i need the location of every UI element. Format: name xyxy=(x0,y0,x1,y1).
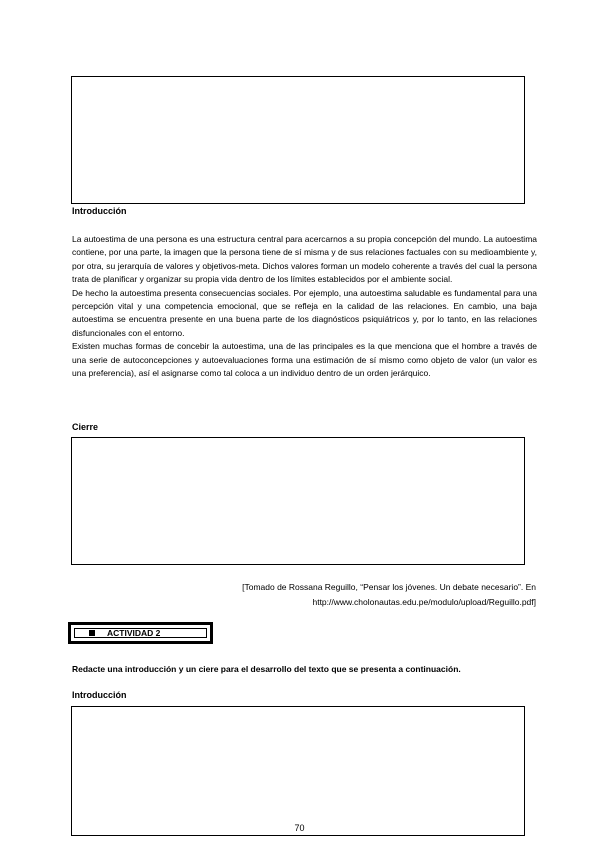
paragraph: De hecho la autoestima presenta consecuencias sociales. Por ejemplo, una autoestima saludable es fundamental para una percepción vital y una competencia emocional, que se refleja en la calidad de las relaciones. En cambio, una baja autoestima se encuentra presente en una buena parte de los diagnósticos psiquiátricos y, por lo tanto, en las relaciones disfuncionales con el entorno. xyxy=(72,287,537,338)
intro-label: Introducción xyxy=(72,206,127,216)
paragraph: Existen muchas formas de concebir la autoestima, una de las principales es la que menciona que el hombre a través de una serie de autoconcepciones y autoevaluaciones forma una estimación de sí mismo como objeto de valor (un valor es una preferencia), así el asignarse como tal coloca a un individuo dentro de un orden jerárquico. xyxy=(72,341,537,379)
paragraph: La autoestima de una persona es una estructura central para acercarnos a su propia concepción del mundo. La autoestima contiene, por una parte, la imagen que la persona tiene de sí misma y de sus relaciones factuales con su medioambiente y, por otra, su jerarquía de valores y objetivos-meta. Dichos valores forman un modelo coherente a través del cual la persona trata de planificar y organizar su propia vida dentro de los límites establecidos por el ambiente social. xyxy=(72,234,537,285)
activity-title-box xyxy=(74,628,207,638)
citation-line: [Tomado de Rossana Reguillo, “Pensar los jóvenes. Un debate necesario”. En xyxy=(242,582,536,592)
activity-header xyxy=(68,622,213,644)
activity-instruction: Redacte una introducción y un ciere para el desarrollo del texto que se presenta a continuación. xyxy=(72,664,461,674)
page-number: 70 xyxy=(294,823,305,833)
square-bullet-icon xyxy=(89,630,95,636)
top-answer-box[interactable] xyxy=(71,76,525,204)
activity-title: ACTIVIDAD 2 xyxy=(107,628,161,638)
close-label: Cierre xyxy=(72,422,99,432)
close-answer-box[interactable] xyxy=(71,437,525,565)
intro-answer-box[interactable] xyxy=(71,706,525,836)
citation xyxy=(176,580,536,610)
citation-url: http://www.cholonautas.edu.pe/modulo/upload/Reguillo.pdf] xyxy=(312,597,536,607)
body-text xyxy=(72,233,537,380)
intro-label-2: Introducción xyxy=(72,690,127,700)
